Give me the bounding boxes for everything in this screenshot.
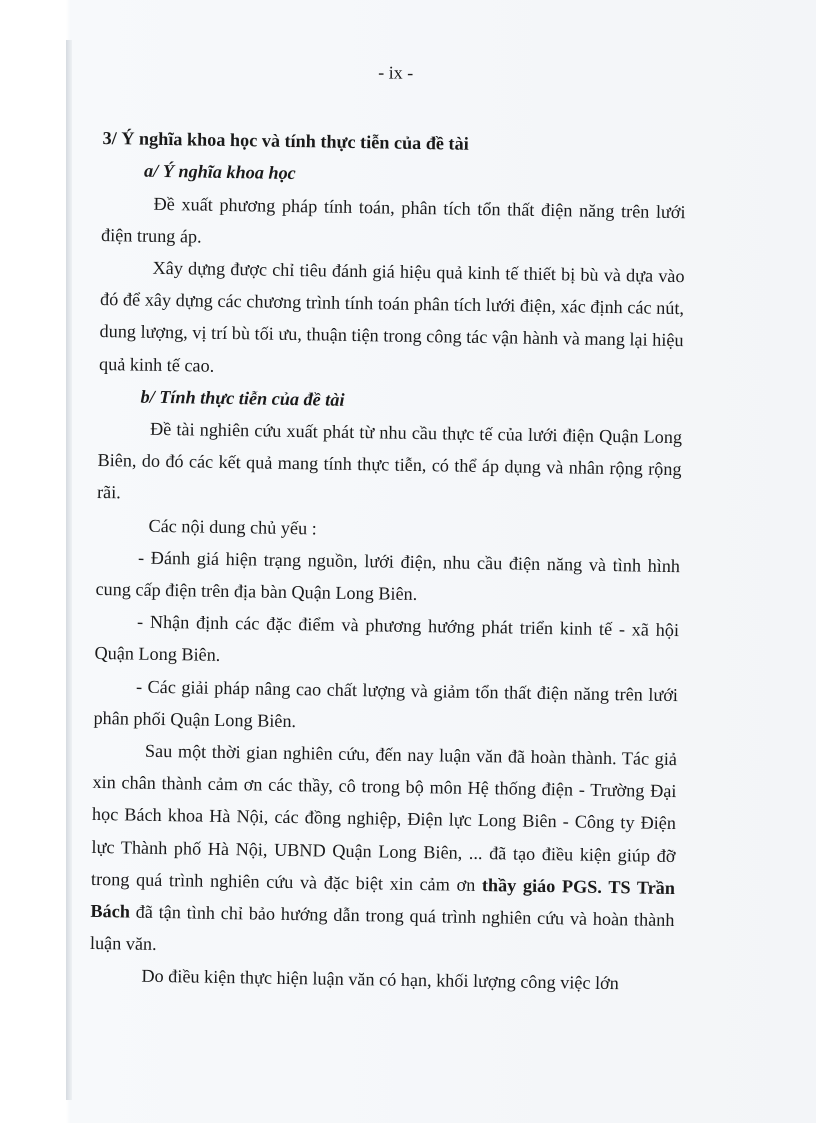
paragraph-last: Do điều kiện thực hiện luận văn có hạn, khối lượng công việc lớn (141, 966, 619, 994)
paragraph-a1: Đề xuất phương pháp tính toán, phân tích tổn thất điện năng trên lưới điện trung áp. (100, 193, 686, 247)
acknowledgement-paragraph (90, 734, 677, 969)
advisor-name: thầy giáo PGS. TS Trần Bách (90, 874, 676, 922)
subheading-a: a/ Ý nghĩa khoa học (143, 161, 296, 184)
list-item: - Đánh giá hiện trạng nguồn, lưới điện, nhu cầu điện năng và tình hình cung cấp điện trên địa bàn Quận Long Biên. (95, 547, 681, 605)
acknowledgement-text-1: Sau một thời gian nghiên cứu, đến nay luận văn đã hoàn thành. Tác giả xin chân thành cảm ơn các thầy, cô trong bộ môn Hệ thống điện - Trường Đại học Bách khoa Hà Nội, các đồng nghiệp, Điện lực Long Biên - Công ty Điện lực Thành phố Hà Nội, UBND Quận Long Biên, ... đã tạo điều kiện giúp đỡ trong quá trình nghiên cứu và đặc biệt xin cảm ơn (90, 740, 678, 895)
paragraph-a2: Xây dựng được chỉ tiêu đánh giá hiệu quả kinh tế thiết bị bù và dựa vào đó để xây dựng các chương trình tính toán phân tích lưới điện, xác định các nút, dung lượng, vị trí bù tối ưu, thuận tiện trong công tác vận hành và mang lại hiệu quả kinh tế cao. (98, 257, 685, 376)
subheading-b: b/ Tính thực tiễn của đề tài (140, 386, 345, 410)
section-heading: 3/ Ý nghĩa khoa học và tính thực tiễn của đề tài (102, 128, 469, 154)
page-number: - ix - (378, 62, 414, 83)
list-item: - Các giải pháp nâng cao chất lượng và giảm tổn thất điện năng trên lưới phân phối Quận Long Biên. (93, 676, 679, 731)
list-item: - Nhận định các đặc điểm và phương hướng phát triển kinh tế - xã hội Quận Long Biên. (94, 611, 680, 666)
paragraph-b2: Các nội dung chủ yếu : (148, 515, 317, 539)
page-binding-edge (66, 40, 72, 1100)
paragraph-b1: Đề tài nghiên cứu xuất phát từ nhu cầu thực tế của lưới điện Quận Long Biên, do đó các kết quả mang tính thực tiễn, có thể áp dụng và nhân rộng rộng rãi. (96, 418, 683, 503)
page-content (89, 52, 688, 1001)
acknowledgement-text-2: đã tận tình chỉ bảo hướng dẫn trong quá trình nghiên cứu và hoàn thành luận văn. (89, 901, 675, 955)
